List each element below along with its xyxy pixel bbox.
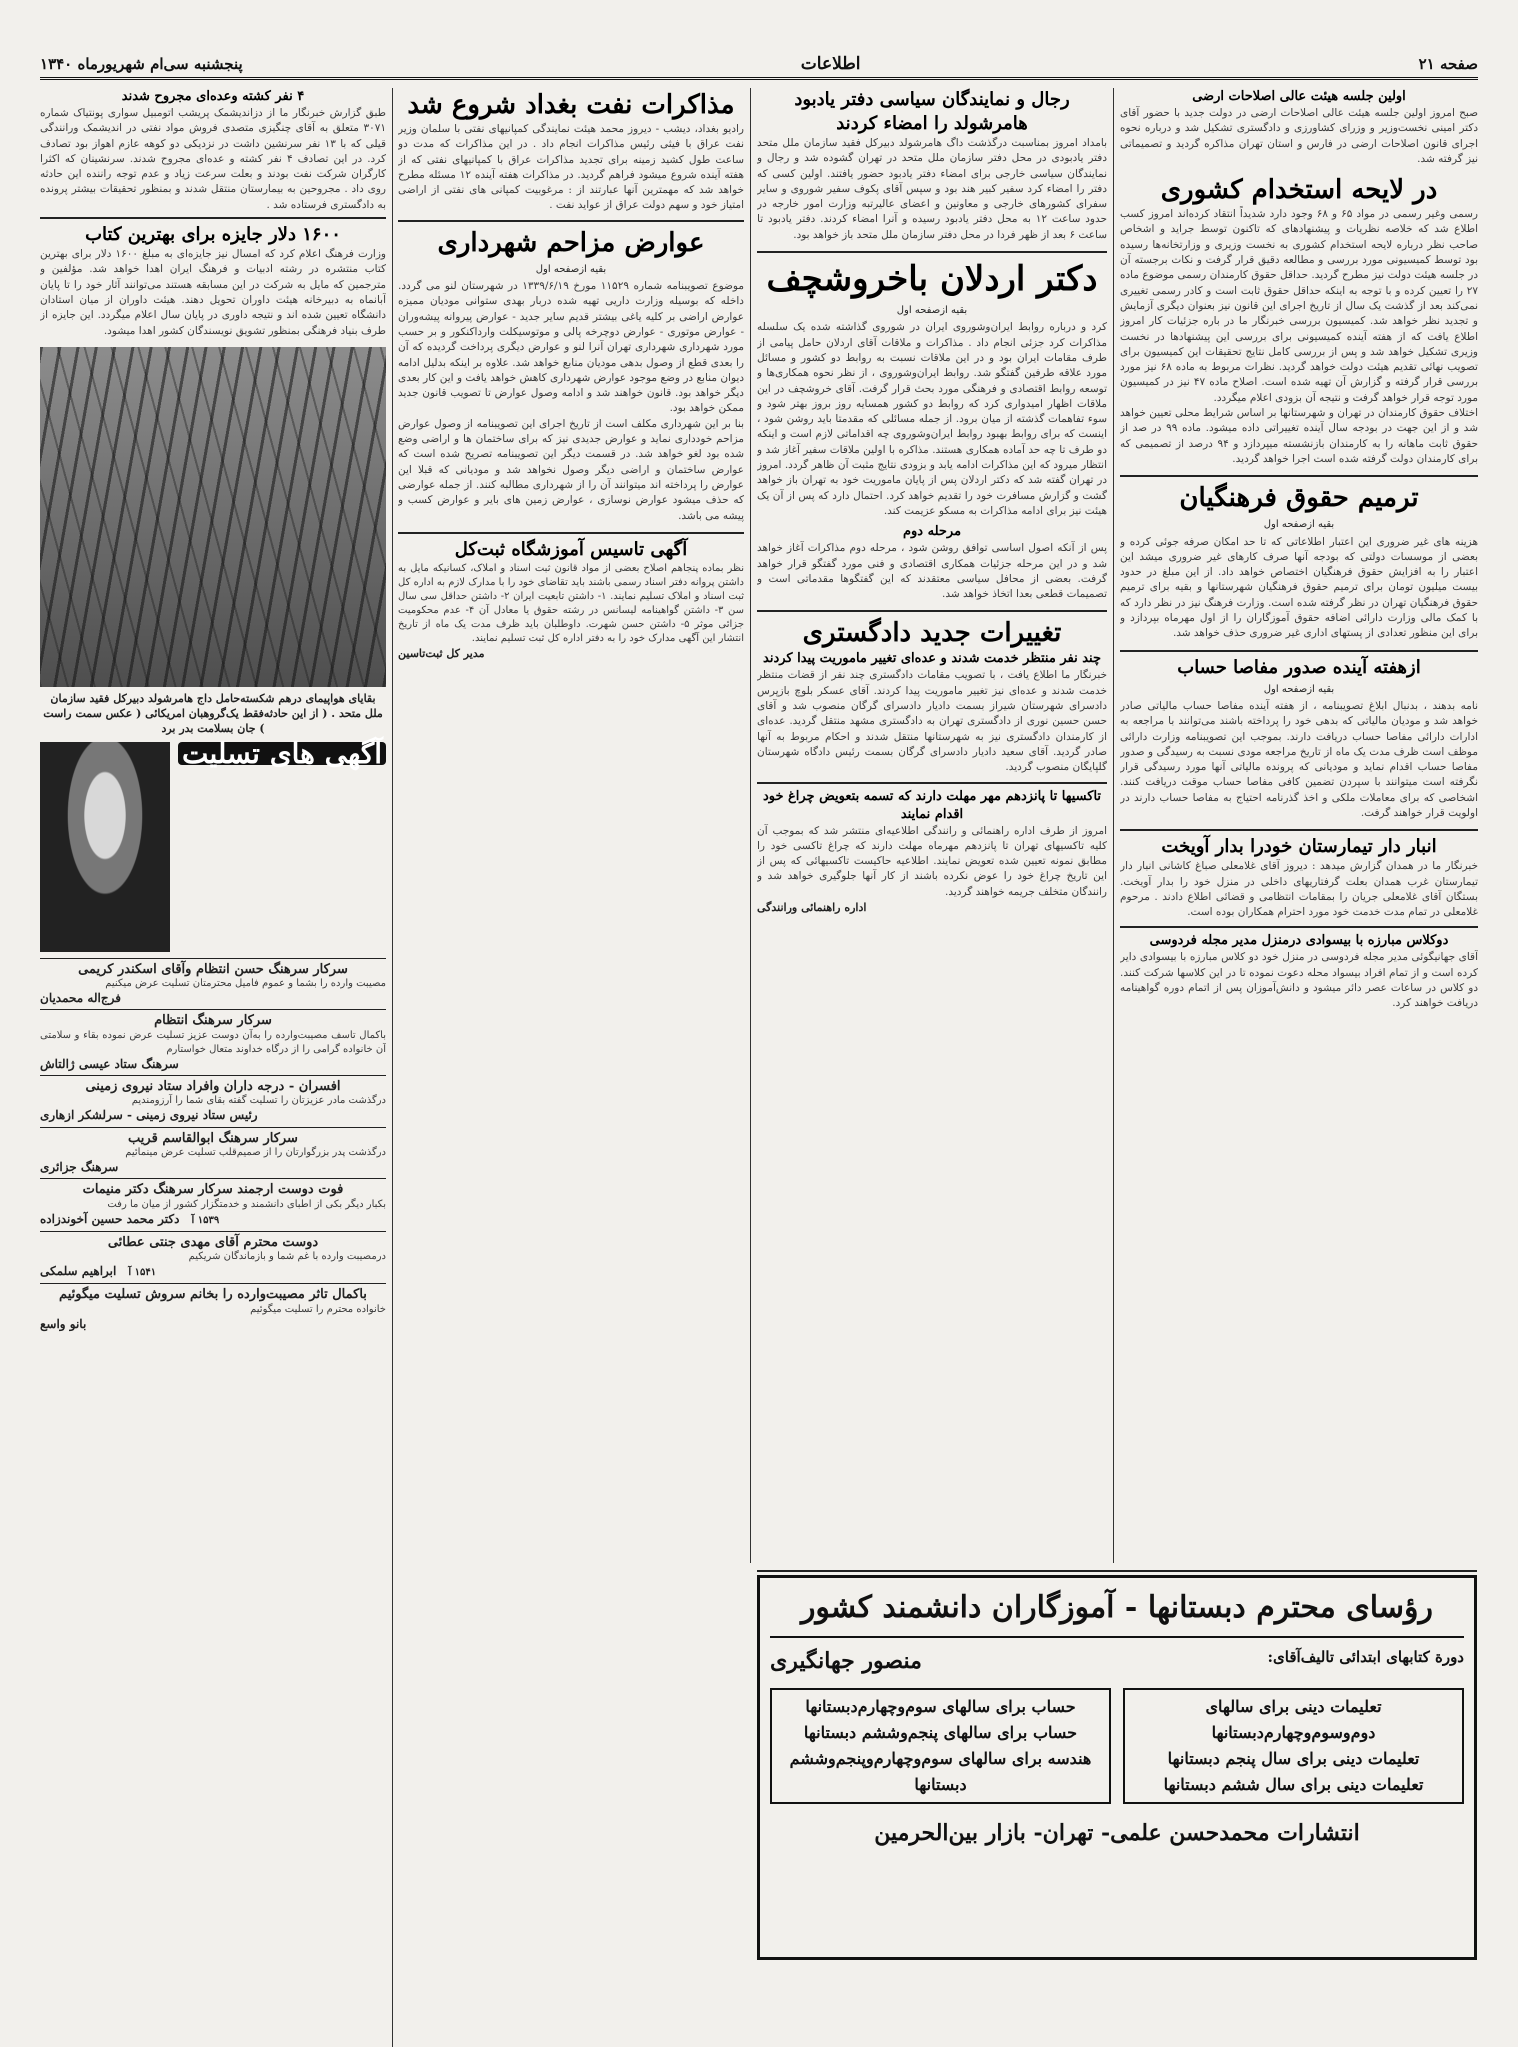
- book-advertisement: [757, 1575, 1477, 1960]
- article-body: طبق گزارش خبرنگار ما از دزاندیشمک پریشب اتومبیل سواری پونتیاک شماره ۳۰۷۱ متعلق به آقای چنگیزی متصدی فروش مواد نفتی در اندیشمک ورانندگی قیلی که با ۱۳ نفر سرنشین داشت در نزدیکی دو کوهه عازم اهواز بود تصادف کرد. در این تصادف ۴ نفر کشته و عده‌ای مجروح شدند. سرنشینان که اکثرا کارگران شرکت نفت بودند و بعلت سرعت زیاد و عدم توجه راننده این حادثه روی داد . مجروحین به بیمارستان منتقل شدند و بمنظور تحقیقات بیشتر پرونده به دادگستری فرستاده شد .: [40, 107, 386, 211]
- condolence-notice: [40, 958, 386, 1010]
- notice-title: سرکار سرهنگ ابوالقاسم قریب: [128, 1130, 298, 1146]
- article-subheadline: چند نفر منتظر خدمت شدند و عده‌ای تغییر ماموریت پیدا کردند: [763, 651, 1101, 667]
- notice-body: بکبار دیگر بکی از اطبای دانشمند و خدمتگزار کشور از میان ما رفت: [107, 1198, 386, 1210]
- column-rule: [750, 88, 751, 1563]
- article-headline: ازهفته آینده صدور مفاصا حساب: [1120, 650, 1478, 680]
- column-rule: [1113, 88, 1114, 1563]
- paper-name: اطلاعات: [800, 53, 861, 74]
- ad-book: حساب برای سالهای سوم‌وچهارم‌دبستانها: [805, 1697, 1076, 1716]
- notice-title: سرکار سرهنگ حسن انتظام وآقای اسکندر کریمی: [78, 961, 348, 977]
- continued-label: بقیه ازصفحه اول: [896, 305, 968, 317]
- article-body: رسمی وغیر رسمی در مواد ۶۵ و ۶۸ وجود دارد شدیداً انتقاد کرده‌اند امروز کسب اطلاع شد که خلاصه نظریات و پیشنهادهای که تاکنون توسط جراید و اشخاص صاحب نظر درباره لایحه استخدام کشوری به نخست وزیری و وزارتخانه‌ها رسیده بود توسط کمیسیونی مورد بررسی و مطالعه دقیق قرار گرفت و نکات برجسته آن در جلسه هیئت دولت نیز مطرح گردید. حداقل حقوق کارمندان رسمی موضوع ماده ۲۷ را تعیین کرده و با توجه به اینکه حداقل حقوق ثابت است و کادر رسمی تغییری نمی‌کند بعد از گذشت یک سال از تاریخ اجرای این قانون نیز بعنوان دیگری آزمایش و تجدید نظر خواهد شد. کمیسیون بررسی خبرنگار ما در باره جزئیات کار امروز اطلاع یافت که از هفته آینده کمیسیونی برای بررسی این پیشنهادها در نخست وزیری تشکیل خواهد شد و پس از بررسی کامل نتایج تحقیقات این کمیسیون برای تصویب نهائی تقدیم هیئت دولت خواهد گردید. نظرات مربوط به ماده ۶۸ نیز مورد بررسی قرار گرفته و گزارش آن تهیه شده است. اصلاح ماده ۴۷ نیز در کمیسیون مورد توجه قرار خواهد گرفت و نتیجه آن بزودی اعلام میگردد.: [1120, 208, 1478, 404]
- ad-books-right: [1123, 1688, 1464, 1804]
- condolence-notice: [40, 1178, 386, 1231]
- column-1: [1120, 88, 1478, 1563]
- notice-title: باکمال تاثر مصیبت‌وارده را بخانم سروش تسلیت میگوئیم: [59, 1287, 367, 1303]
- article-headline: رجال و نمایندگان سیاسی دفتر یادبود هامرشولد را امضاء کردند: [794, 89, 1070, 134]
- article-headline: دوکلاس مبارزه با بیسوادی درمنزل مدیر مجله فردوسی: [1120, 926, 1478, 950]
- condolence-banner: آگهی های تسلیت: [178, 742, 386, 765]
- notice-body: درگذشت پدر بزرگوارتان را از صمیم‌قلب تسلیت عرض مینمائیم: [125, 1146, 386, 1158]
- notice-body: درگذشت مادر عزیزتان را تسلیت گفته بقای شما را آرزومندیم: [131, 1095, 386, 1107]
- condolence-notice: [40, 1075, 386, 1127]
- ad-book: تعلیمات دینی برای سال ششم دبستانها: [1163, 1775, 1424, 1794]
- issue-date: پنجشنبه سی‌ام شهریورماه ۱۳۴۰: [40, 54, 243, 73]
- ad-book: هندسه برای سالهای سوم‌وچهارم‌وپنجم‌وششم دبستانها: [789, 1749, 1092, 1794]
- article-headline: تاکسیها تا پانزدهم مهر مهلت دارند که تسمه بتعویض چراغ خود اقدام نمایند: [757, 782, 1107, 824]
- article-body: خبرنگار ما اطلاع یافت ، با تصویب مقامات دادگستری چند نفر از قضات منتظر خدمت شدند و عده‌ای نیز تغییر ماموریت پیدا کردند. آقای عسکر بلوچ بازپرس دادسرای شهرستان شیراز بسمت دادیار دادسرای گرگان منصوب شد و آقای حسن حسین نوری از دادگستری تهران به دادگستری مشهد منتقل گردید. عده‌ای از کارمندان دادگستری نیز به شهرستانها منتقل شدند و احکام مربوط به آنها صادر گردید. آقای سعید دادیار دادسرای گرگان بسمت رئیس دادگاه شهرستان گلپایگان منصوب گردید.: [757, 669, 1107, 774]
- continued-label: بقیه ازصفحه اول: [535, 263, 607, 275]
- column-4: [40, 88, 386, 2047]
- article-body: صبح امروز اولین جلسه هیئت عالی اصلاحات ارضی در دولت جدید با حضور آقای دکتر امینی نخست‌وزیر و وزرای کشاورزی و دادگستری تشکیل شد و درباره نحوه اجرای قانون اصلاحات ارضی در فارس و استان تهران مذاکره گردید و تصمیماتی نیز گرفته شد.: [1120, 107, 1478, 165]
- notice-signature: سرهنگ ستاد عیسی ژالتاش: [40, 1056, 179, 1071]
- ad-book: تعلیمات دینی برای سال پنجم دبستانها: [1167, 1749, 1420, 1768]
- article-body: نامه بدهند ، بدنبال ابلاغ تصویبنامه ، از هفته آینده مفاصا حساب مالیاتی صادر خواهد شد و مودیان مالیاتی که بدهی خود را پرداخته باشند می‌توانند با مراجعه به ادارات دارائی مفاصا حساب دریافت دارند. بموجب این تصویبنامه وزارت دارائی موظف است ظرف مدت یک ماه از تاریخ مراجعه مودی نسبت به رسیدگی و صدور مفاصا حساب اقدام نماید و مودیانی که پرونده مالیاتی آنها مورد رسیدگی قرار نگرفته است میتوانند با سپردن تضمین کافی مفاصا حساب موقت دریافت کنند. اشخاصی که برای معاملات ملکی و اخذ گذرنامه احتیاج به مفاصا حساب دارند در اولویت قرار خواهند گرفت.: [1120, 699, 1478, 819]
- section-rule: [757, 1570, 1477, 1572]
- article-body: هزینه های غیر ضروری این اعتبار اطلاعاتی که تا حد امکان صرفه جوئی کرده و بعضی از موسسات دولتی که بودجه آنها صرف کارهای غیر ضروری میشد این اعتبار را به افزایش حقوق فرهنگیان اختصاص خواهد داد. از این مبلغ در حدود بیست میلیون تومان برای ترمیم حقوق فرهنگیان شهرستانها و بقیه برای ترمیم حقوق فرهنگیان تهران در نظر گرفته شده است. وزارت فرهنگ نیز در نظر دارد که با کمک مالی وزارت دارائی اضافه حقوق آموزگاران را از اول مهرماه بپردازد و برای این منظور تعدادی از پستهای اداری غیر ضروری حذف خواهد شد.: [1120, 535, 1478, 640]
- article-headline: دکتر اردلان باخروشچف: [757, 251, 1107, 301]
- notice-signature: ۱۵۴۱ آابراهیم سلمکی: [40, 1264, 157, 1279]
- column-3: [398, 88, 744, 1563]
- ad-signature: مدیر کل ثبت‌تاسین: [398, 646, 485, 660]
- article-headline: اولین جلسه هیئت عالی اصلاحات ارضی: [1192, 89, 1406, 104]
- notice-signature: ۱۵۳۹ آدکتر محمد حسین آخوندزاده: [40, 1211, 220, 1226]
- notice-signature: بانو واسع: [40, 1316, 87, 1331]
- notice-code: ۱۵۴۱ آ: [128, 1267, 157, 1279]
- condolence-notice: [40, 1009, 386, 1075]
- ad-headline: رؤسای محترم دبستانها - آموزگاران دانشمند کشور: [770, 1586, 1464, 1638]
- notice-code: ۱۵۳۹ آ: [191, 1214, 220, 1226]
- continued-label: بقیه ازصفحه اول: [1263, 519, 1335, 531]
- article-headline: ۱۶۰۰ دلار جایزه برای بهترین کتاب: [40, 217, 386, 247]
- condolence-notice: [40, 1283, 386, 1335]
- article-headline: در لایحه استخدام کشوری: [1160, 175, 1438, 206]
- notice-body: خانواده محترم را تسلیت میگوئیم: [250, 1303, 386, 1315]
- article-headline: تغییرات جدید دادگستری: [757, 610, 1107, 650]
- sub-heading: مرحله دوم: [902, 524, 962, 540]
- notice-body: مصیبت وارده را بشما و عموم فامیل محترمتان تسلیت عرض میکنیم: [105, 978, 386, 990]
- notice-title: فوت دوست ارجمند سرکار سرهنگ دکتر منیمات: [82, 1182, 344, 1198]
- article-headline: عوارض مزاحم شهرداری: [398, 220, 744, 260]
- ad-book: تعلیمات دینی برای سالهای دوم‌وسوم‌وچهارم‌دبستانها: [1205, 1697, 1382, 1742]
- ad-intro: دورة کتابهای ابتدائی تالیف‌آقای:: [1267, 1648, 1464, 1666]
- column-rule: [392, 88, 393, 2047]
- condolence-notice: [40, 1127, 386, 1179]
- ad-books-left: [770, 1688, 1111, 1804]
- continued-label: بقیه ازصفحه اول: [1263, 683, 1335, 695]
- notice-title: افسران - درجه داران وافراد ستاد نیروی زمینی: [85, 1079, 341, 1095]
- notice-signature: رئیس ستاد نیروی زمینی - سرلشکر ازهاری: [40, 1108, 258, 1123]
- ad-publisher: انتشارات محمدحسن علمی- تهران- بازار بین‌الحرمین: [874, 1820, 1360, 1846]
- article-body: بامداد امروز بمناسبت درگذشت داگ هامرشولد دبیرکل فقید سازمان ملل متحد دفتر یادبودی در محل دفتر سازمان ملل متحد در تهران گشوده شد و رجال و نمایندگان سیاسی خارجی برای امضاء دفتر یادبود حضور یافتند. اولین کسی که دفتر را امضاء کرد سفیر کبیر هند بود و سپس آقای پکوف سفیر شوروی و سایر سفرای کشورهای خارجی و معاونین و اعضای عالیرتبه وزارت امور خارجه در حدود ساعت ۱۲ به محل دفتر یادبود رسیده و آنرا امضاء کردند. دفتر یادبود تا ساعت ۶ بعد از ظهر فردا در محل دفتر سازمان ملل متحد باز خواهد بود.: [757, 137, 1107, 241]
- article-body: نظر بماده پنجاهم اصلاح بعضی از مواد قانون ثبت اسناد و املاک، کسانیکه مایل به داشتن پروانه دفتر اسناد رسمی باشند باید تقاضای خود را با مدارک لازم به اداره کل ثبت اسناد و املاک تسلیم نمایند. ۱- داشتن تابعیت ایران ۲- داشتن حداقل سی سال سن ۳- داشتن گواهینامه لیسانس در رشته حقوق یا معادل آن ۴- عدم محکومیت جزائی موثر ۵- داشتن حسن شهرت. داوطلبان باید ظرف مدت یک ماه از تاریخ انتشار این آگهی مدارک خود را به دفتر اداره کل ثبت تسلیم نمایند.: [398, 562, 744, 644]
- article-body: امروز از طرف اداره راهنمائی و رانندگی اطلاعیه‌ای منتشر شد که بموجب آن کلیه تاکسیهای تهران تا پانزدهم مهرماه مهلت دارند که چراغ تاکسی خود را مطابق نمونه تعیین شده تعویض نمایند. اطلاعیه حاکیست تاکسیهائی که پس از این تاریخ چراغ خود را عوض نکرده باشند از کار آنها جلوگیری خواهد شد و رانندگان متخلف جریمه خواهند گردید.: [757, 824, 1107, 898]
- article-body: خبرنگار ما در همدان گزارش میدهد : دیروز آقای غلامعلی‌ صباغ کاشانی انبار دار تیمارستان غرب همدان بعلت گرفتاریهای داخلی در منزل خود را بدار آویخت. بستگان آقای غلامعلی جریان را بمقامات انتظامی و قضائی اطلاع دادند . مرحوم غلامعلی در تمام مدت خدمت خود مورد احترام همکاران بوده است.: [1120, 860, 1478, 919]
- ad-author: منصور جهانگیری: [770, 1648, 922, 1674]
- crash-site-photo: [40, 347, 386, 687]
- sergeant-portrait: [40, 742, 170, 952]
- notice-body: باکمال تاسف مصیبت‌وارده را به‌آن دوست عزیز تسلیت عرض نموده بقاء و سلامتی آن خانواده گرامی را از درگاه خداوند متعال خواستارم: [40, 1029, 386, 1055]
- article-body: موضوع تصویبنامه شماره ۱۱۵۲۹ مورخ ۱۳۳۹/۶/۱۹ در شهرستان لنو می گردد. داخله که بوسیله وزارت داریی تهیه شده دربار بهدی ستوانی مودیان ممیزه عوارض اراضی بر کلیه یاغی بیشتر قدیم سایر جدید - عوارض پیروانه پیشه‌وران - عوارض موتوری - عوارض دوچرخه پالی و موتوسیکلت وارداکنکور و بر حسب مورد شهرداری شهرداری تهران آنرا لنو و عوارض دیگری پرداخت گردیده که آن را بعدی قطع از وصول بدهی مودیان منابع خواهد شد. علاوه بر اینکه بدلیل ادامه دیوان منابع در وضع موجود عوارض شهرداری کاهش خواهد یافت و این کار بعدی دیگر خواهد بود. قانون خواهند شد و ادامه وصول عوارض تا تصویب قانون جدید ممکن خواهد بود.: [398, 280, 744, 415]
- notice-title: سرکار سرهنگ انتظام: [154, 1013, 272, 1029]
- ad-book: حساب برای سالهای پنجم‌وششم دبستانها: [803, 1723, 1078, 1742]
- masthead: [40, 50, 1478, 80]
- notice-signature: سرهنگ جزائری: [40, 1159, 119, 1174]
- article-headline: انبار دار تیمارستان خودرا بدار آویخت: [1120, 829, 1478, 859]
- article-headline: آگهی تاسیس آموزشگاه ثبت‌کل: [398, 532, 744, 562]
- page-label: صفحه ۲۱: [1418, 54, 1478, 73]
- notice-signature: فرج‌اله محمدیان: [40, 991, 121, 1006]
- article-body: اختلاف حقوق کارمندان در تهران و شهرستانها بر اساس شرایط محلی تعیین خواهد شد و از این جهت در بودجه سال آینده تغییراتی داده میشود. ماده ۹۹ در صد از حقوق ثابت ماهانه را به کارمندان بازنشسته میپردازد و ۹۴ درصد از تصمیمی که برای کارمندان دولت گرفته شده است اجرا خواهد گردید.: [1120, 407, 1478, 465]
- article-headline: ۴ نفر کشته وعده‌ای مجروح شدند: [121, 89, 305, 104]
- article-headline: مذاکرات نفت بغداد شروع شد: [407, 90, 735, 120]
- notice-body: درمصیبت وارده با غم شما و بازماندگان شریکیم: [188, 1251, 386, 1263]
- article-body: آقای جهانیگوئی مدیر مجله فردوسی در منزل خود دو کلاس مبارزه با بیسوادی دایر کرده است و از تمام افراد بیسواد محله دعوت نموده تا در این کلاسها شرکت کنند. دو کلاس در ساعات عصر دائر میشود و دانش‌آموزان پس از اتمام دوره گواهینامه دریافت خواهند کرد.: [1120, 951, 1478, 1010]
- article-body: پس از آنکه اصول اساسی توافق روشن شود ، مرحله دوم مذاکرات آغاز خواهد شد و در این مرحله جزئیات همکاری اقتصادی و فنی مورد گفتگو قرار خواهد گرفت. بعضی از محافل سیاسی معتقدند که این گفتگوها مقدماتی است و تصمیمات قطعی بعدا اتخاذ خواهد شد.: [757, 542, 1107, 601]
- notice-title: دوست محترم آقای مهدی جنتی عطائی: [107, 1234, 319, 1250]
- article-body: رادیو بغداد، دیشب - دیروز محمد هیئت نمایندگی کمپانیهای نفتی با سلمان وزیر نفت عراق با فیثی رئیس مذاکرات انجام داد . در این مذاکرات که مدت دو ساعت طول کشید زمینه برای تجدید مذاکرات عراق با کمپانیهای نفتی که از هفته آینده شروع میشود فراهم گردید. در مذاکرات هفته آینده ۱۲ مسئله مطرح خواهد شد که مهمترین آنها عبارتند از : مرغوبیت کمپانی های نفتی از اراضی امتیاز خود و سهم دولت عراق از عواید نفت .: [398, 123, 744, 212]
- notice-signature: اداره راهنمائی ورانندگی: [757, 900, 867, 914]
- condolence-notices: [40, 958, 386, 1335]
- column-2: [757, 88, 1107, 1563]
- article-headline: ترمیم حقوق فرهنگیان: [1120, 475, 1478, 515]
- article-body: وزارت فرهنگ اعلام کرد که امسال نیز جایزه‌ای به مبلغ ۱۶۰۰ دلار برای بهترین کتاب منتشره در رشته ادبیات و فرهنگ ایران اهدا خواهد شد. مؤلفین و مترجمین که مایل به شرکت در این مسابقه هستند می‌توانند آثار خود را تا پایان آبانماه به دبیرخانه هیئت داوران تحویل دهند. هیئت داوران از میان استادان دانشگاه تعیین شده اند و نتیجه داوری در پایان سال اعلام میگردد. این جایزه از طرف بنیاد فرهنگی بمنظور تشویق نویسندگان کشور اهدا میشود.: [40, 248, 386, 337]
- condolence-notice: [40, 1231, 386, 1284]
- article-body: کرد و درباره روابط ایران‌وشوروی ایران در شوروی گذاشته شده یک سلسله مذاکرات کرد جزئی انجام داد . مذاکرات و ملاقات آقای اردلان حامل پیامی از طرف مقامات ایران بود و در این ملاقات نسبت به روابط دو کشور و مسائل مورد علاقه طرفین گفتگو شد. روابط ایران‌وشوروی ، از نظر نحوه همکاری‌ها و توسعه روابط اقتصادی و فرهنگی مورد بحث قرار گرفت. آقای خروشچف در این ملاقات اظهار امیدواری کرد که روابط دو کشور همسایه روز بروز بهتر شود و سوء تفاهمات گذشته از میان برود. از جمله مسائلی که مقدمتا باید روشن شود ، اینست که برای روابط بهبود روابط ایران‌وشوروی چه اقداماتی لازم است و اینکه دو طرف تا چه حد آماده همکاری هستند. مذاکره با اولین ملاقات سفیر آغاز شد و انتظار میرود که این مذاکرات ادامه یابد و بزودی نتایج مثبت آن ظاهر گردد. امروز در تهران گفته شد که دکتر اردلان پس از پایان ماموریت خود به تهران باز خواهد گشت و گزارش مسافرت خود را تقدیم خواهد کرد. احتمال دارد که پس از آن یک هیئت نیز برای ادامه مذاکرات به مسکو عزیمت کند.: [757, 321, 1107, 517]
- article-body: بنا بر این شهرداری مکلف است از تاریخ اجرای این تصویبنامه از وصول عوارض مزاحم خودداری نماید و عوارض جدیدی نیز که برای ساختمان ها و اراضی وضع شده بود لغو خواهد شد. در قسمت دیگر این تصویبنامه تصریح شده است که عوارض ساختمان و اراضی دیگر وصول نخواهد شد و مودیانی که قبلا این عوارض را پرداخته اند میتوانند آن را از شهرداری مطالبه کنند. از جمله عوارضی که حذف میشود عوارض نوسازی ، عوارض زمین های بایر و عوارض کسب و پیشه می باشد.: [398, 417, 744, 522]
- photo-caption: بقایای هواپیمای درهم شکسته‌حامل داج هامرشولد دبیرکل فقید سازمان ملل متحد . ( از این حادثه‌فقط یک‌گروهبان امریکائی ( عکس سمت راست ) جان بسلامت بدر برد: [43, 691, 383, 735]
